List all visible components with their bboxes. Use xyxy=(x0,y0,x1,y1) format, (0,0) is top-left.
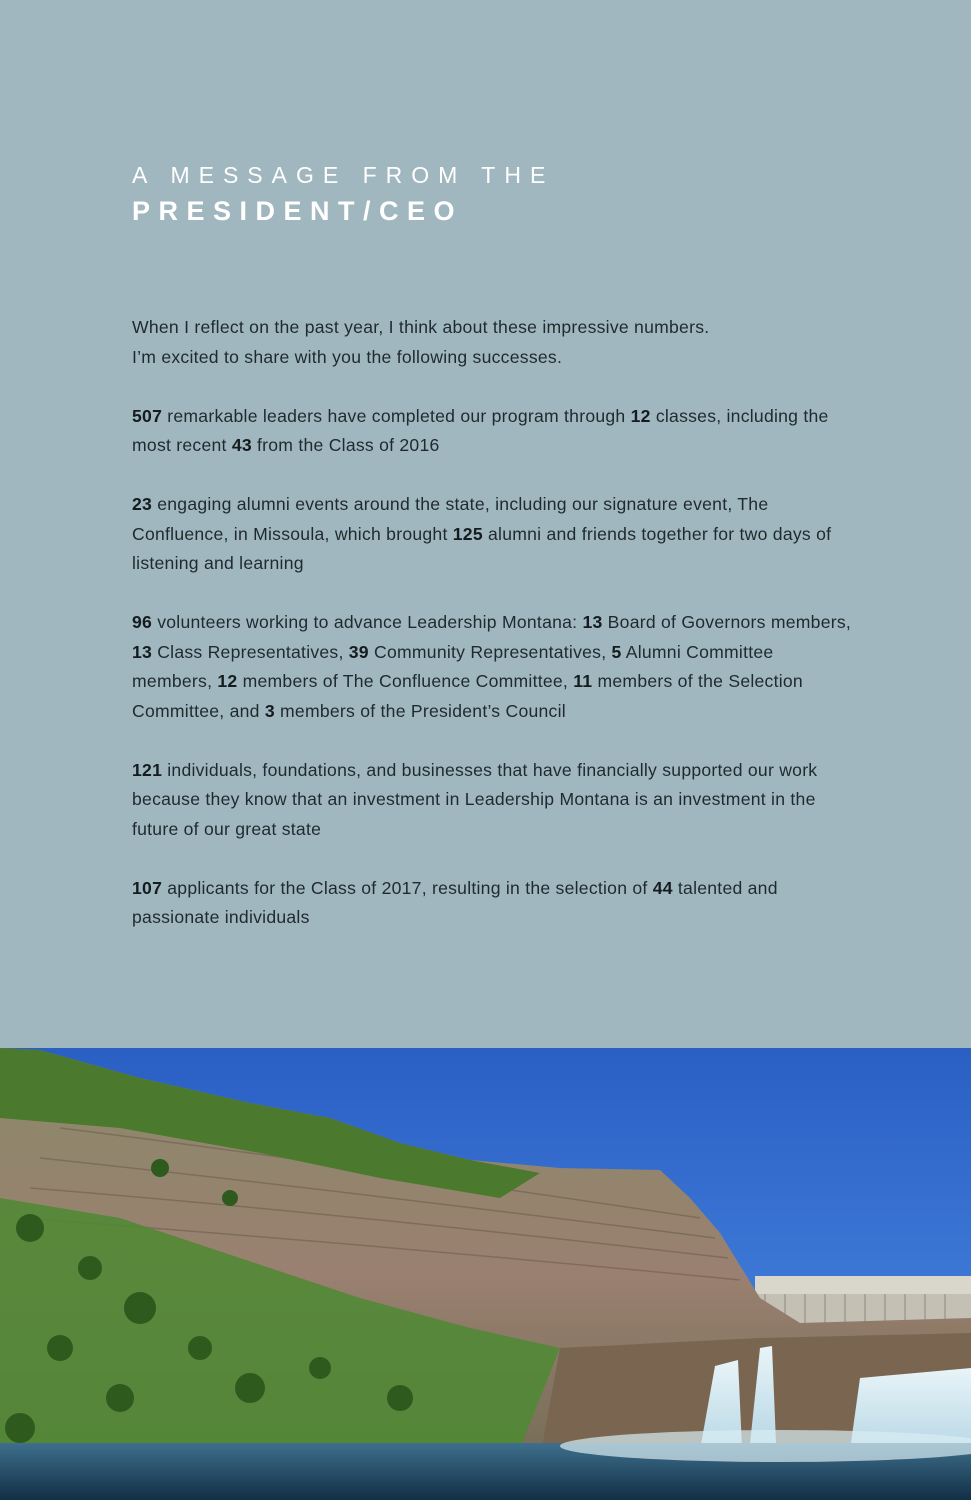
stat-text: Class Representatives, xyxy=(152,641,349,662)
stat-text: talented and passionate individuals xyxy=(132,877,778,927)
stat-text: from the Class of 2016 xyxy=(251,435,440,455)
stat-applicants-paragraph xyxy=(132,874,852,933)
stat-number: 12 xyxy=(217,671,238,691)
stat-number: 11 xyxy=(573,671,593,691)
page-title: PRESIDENT/CEO xyxy=(132,196,464,226)
stat-number: 44 xyxy=(652,877,673,898)
stat-text: classes, including the most recent xyxy=(132,405,829,455)
stat-number: 125 xyxy=(452,523,483,544)
stat-number: 107 xyxy=(132,877,163,898)
stat-number: 23 xyxy=(132,494,153,514)
stat-number: 3 xyxy=(264,700,275,721)
stat-text: remarkable leaders have completed our program through xyxy=(162,405,631,426)
stat-text: members of the President’s Council xyxy=(274,700,566,721)
header-kicker: A MESSAGE FROM THE xyxy=(132,162,555,188)
stat-number: 43 xyxy=(231,435,252,455)
stat-text: Community Representatives, xyxy=(368,641,612,662)
stat-number: 13 xyxy=(132,641,153,662)
stat-number: 13 xyxy=(582,612,603,632)
landscape-photo xyxy=(0,1048,971,1500)
stat-text: Alumni Committee members, xyxy=(132,641,774,691)
stat-number: 12 xyxy=(630,405,651,426)
stat-text: individuals, foundations, and businesses that have financially supported our work because they know that an investment in Leadership Montana is an investment in the future of our great state xyxy=(132,759,818,839)
stat-volunteers-paragraph xyxy=(132,608,852,726)
stat-supporters-paragraph xyxy=(132,756,852,845)
stat-text: volunteers working to advance Leadership Montana: xyxy=(152,612,583,632)
stat-text: Board of Governors members, xyxy=(602,612,852,632)
page-header xyxy=(132,160,554,228)
intro-paragraph xyxy=(132,313,852,372)
stat-number: 507 xyxy=(132,405,163,426)
intro-line-2: I’m excited to share with you the following successes. xyxy=(132,346,563,367)
stat-number: 5 xyxy=(611,641,622,662)
stat-number: 121 xyxy=(132,759,163,780)
stat-text: members of The Confluence Committee, xyxy=(237,671,574,691)
stat-text: alumni and friends together for two days of listening and learning xyxy=(132,523,832,573)
stat-leaders-paragraph xyxy=(132,402,852,461)
letter-body xyxy=(132,313,852,962)
stat-text: applicants for the Class of 2017, resulting in the selection of xyxy=(162,877,653,898)
stat-number: 96 xyxy=(132,612,153,632)
stat-events-paragraph xyxy=(132,490,852,579)
stat-text: engaging alumni events around the state, including our signature event, The Confluence, in Missoula, which brought xyxy=(132,494,769,544)
stat-text: members of the Selection Committee, and xyxy=(132,671,803,721)
stat-number: 39 xyxy=(348,641,369,662)
intro-line-1: When I reflect on the past year, I think about these impressive numbers. xyxy=(132,317,710,337)
